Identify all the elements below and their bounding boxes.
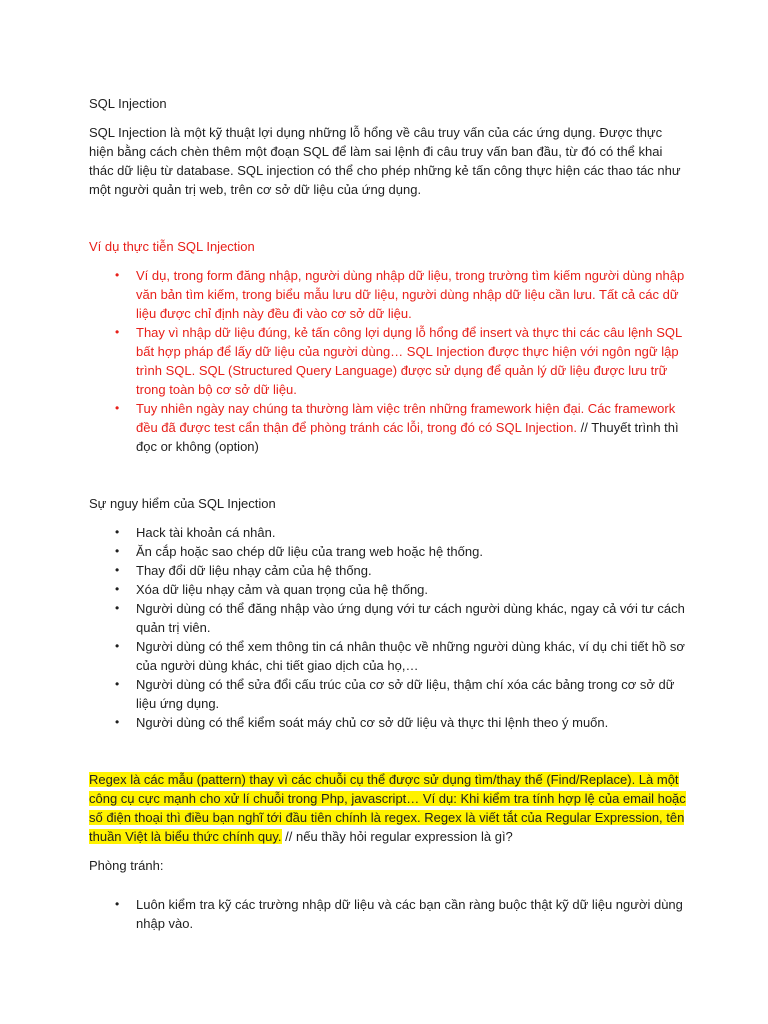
list-item xyxy=(115,713,686,732)
danger-text: Người dùng có thể sửa đổi cấu trúc của cơ sở dữ liệu, thậm chí xóa các bảng trong cơ sở dữ liệu ứng dụng. xyxy=(136,677,675,711)
dangers-heading: Sự nguy hiểm của SQL Injection xyxy=(89,496,276,511)
document-title: SQL Injection xyxy=(89,96,167,111)
dangers-list xyxy=(89,523,686,732)
bullet-icon: • xyxy=(115,525,120,539)
list-item xyxy=(115,580,686,599)
bullet-icon: • xyxy=(115,677,120,691)
list-item xyxy=(115,523,686,542)
bullet-icon: • xyxy=(115,401,120,415)
danger-text: Hack tài khoản cá nhân. xyxy=(136,525,276,540)
danger-text: Người dùng có thể xem thông tin cá nhân thuộc về những người dùng khác, ví dụ chi tiết hồ sơ của người dùng khác, chi tiết giao dịch của họ,… xyxy=(136,639,685,673)
bullet-icon: • xyxy=(115,601,120,615)
bullet-icon: • xyxy=(115,582,120,596)
bullet-icon: • xyxy=(115,268,120,282)
list-item xyxy=(115,561,686,580)
danger-text: Người dùng có thể đăng nhập vào ứng dụng với tư cách người dùng khác, ngay cả với tư cách quản trị viên. xyxy=(136,601,685,635)
examples-heading: Ví dụ thực tiễn SQL Injection xyxy=(89,239,255,254)
bullet-icon: • xyxy=(115,897,120,911)
bullet-icon: • xyxy=(115,563,120,577)
example-text: Ví dụ, trong form đăng nhập, người dùng nhập dữ liệu, trong trường tìm kiếm người dùng nhập văn bản tìm kiếm, trong biểu mẫu lưu dữ liệu, người dùng nhập dữ liệu cần lưu. Tất cả các dữ liệu được chỉ định này đều đi vào cơ sở dữ liệu. xyxy=(136,268,685,321)
example-text: Thay vì nhập dữ liệu đúng, kẻ tấn công lợi dụng lỗ hổng để insert và thực thi các câu lệnh SQL bất hợp pháp để lấy dữ liệu của người dùng… SQL Injection được thực hiện với ngôn ngữ lập trình SQL. SQL (Structured Query Language) được sử dụng để quản lý dữ liệu được lưu trữ trong toàn bộ cơ sở dữ liệu. xyxy=(136,325,682,397)
list-item xyxy=(115,895,686,933)
intro-paragraph: SQL Injection là một kỹ thuật lợi dụng những lỗ hổng về câu truy vấn của các ứng dụng. Được thực hiện bằng cách chèn thêm một đoạn SQL để làm sai lệnh đi câu truy vấn ban đầu, từ đó có thể khai thác dữ liệu từ database. SQL injection có thể cho phép những kẻ tấn công thực hiện các thao tác như một người quản trị web, trên cơ sở dữ liệu của ứng dụng. xyxy=(89,125,681,197)
list-item xyxy=(115,399,686,456)
regex-highlighted-text: Regex là các mẫu (pattern) thay vì các chuỗi cụ thể được sử dụng tìm/thay thế (Find/Replace). Là một công cụ cực mạnh cho xử lí chuỗi trong Php, javascript… Ví dụ: Khi kiểm tra tính hợp lệ của email hoặc số điện thoại thì điều bạn nghĩ tới đầu tiên chính là regex. Regex là viết tắt của Regular Expression, tên thuần Việt là biểu thức chính quy. xyxy=(89,772,686,844)
danger-text: Thay đổi dữ liệu nhạy cảm của hệ thống. xyxy=(136,563,372,578)
examples-list xyxy=(89,266,686,456)
prevention-heading: Phòng tránh: xyxy=(89,858,164,873)
list-item xyxy=(115,599,686,637)
danger-text: Người dùng có thể kiểm soát máy chủ cơ sở dữ liệu và thực thi lệnh theo ý muốn. xyxy=(136,715,609,730)
bullet-icon: • xyxy=(115,639,120,653)
list-item xyxy=(115,542,686,561)
bullet-icon: • xyxy=(115,325,120,339)
prevention-list xyxy=(89,895,686,933)
danger-text: Xóa dữ liệu nhạy cảm và quan trọng của hệ thống. xyxy=(136,582,429,597)
list-item xyxy=(115,675,686,713)
list-item xyxy=(115,266,686,323)
example-text: Tuy nhiên ngày nay chúng ta thường làm việc trên những framework hiện đại. Các framework đều đã được test cẩn thận để phòng tránh các lỗi, trong đó có SQL Injection. xyxy=(136,401,676,435)
prevention-text: Luôn kiểm tra kỹ các trường nhập dữ liệu và các bạn cần ràng buộc thật kỹ dữ liệu người dùng nhập vào. xyxy=(136,897,683,931)
list-item xyxy=(115,323,686,399)
bullet-icon: • xyxy=(115,715,120,729)
list-item xyxy=(115,637,686,675)
presenter-note: // Thuyết trình thì đọc or không (option) xyxy=(136,420,679,454)
danger-text: Ăn cắp hoặc sao chép dữ liệu của trang web hoặc hệ thống. xyxy=(136,544,483,559)
regex-note: // nếu thầy hỏi regular expression là gì? xyxy=(281,829,513,844)
regex-paragraph xyxy=(89,770,686,846)
bullet-icon: • xyxy=(115,544,120,558)
